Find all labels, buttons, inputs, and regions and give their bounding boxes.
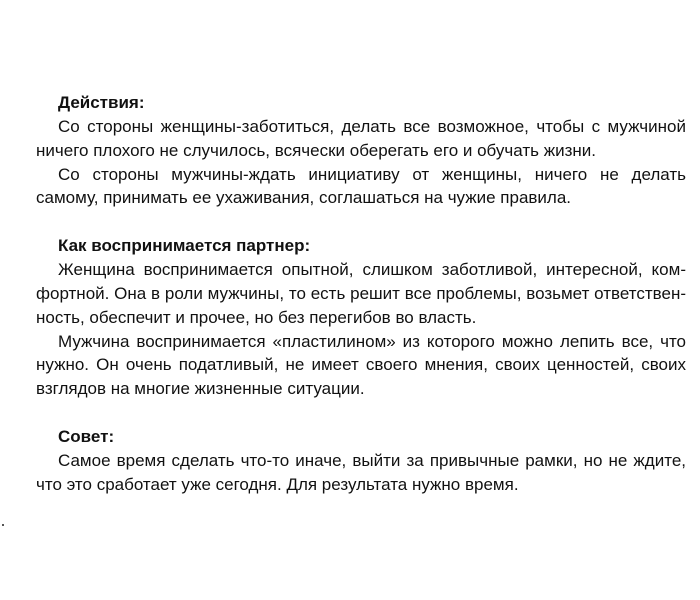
paragraph: Со стороны мужчины-ждать инициативу от женщины, ничего не делать самому, принимать ее ухаживания, соглашаться на чужие правила. bbox=[36, 164, 686, 208]
section-actions bbox=[36, 91, 686, 210]
document-page bbox=[36, 91, 686, 497]
section-heading: Действия: bbox=[58, 93, 145, 112]
paragraph: Со стороны женщины-заботиться, делать все возможное, чтобы с мужчиной ничего плохого не случилось, всячески оберегать его и обучать жизни. bbox=[36, 117, 686, 160]
scan-dot bbox=[2, 524, 4, 526]
paragraph: Мужчина воспринимается «пластилином» из которого можно лепить все, что нужно. Он очень податливый, не имеет своего мнения, своих ценностей, своих взглядов на многие жизненные ситуации. bbox=[36, 331, 686, 399]
section-heading: Совет: bbox=[58, 426, 115, 446]
paragraph: Самое время сделать что-то иначе, выйти за привычные рамки, но не ждите, что это сработает уже сегодня. Для результата нужно время. bbox=[36, 450, 686, 494]
section-heading: Как воспринимается партнер: bbox=[58, 236, 311, 256]
section-partner-perception bbox=[36, 234, 686, 401]
paragraph: Женщина воспринимается опытной, слишком заботливой, интересной, комфортной. Она в роли мужчины, то есть решит все проблемы, возьмет ответственность, обеспечит и прочее, но без перегибов во власть. bbox=[36, 260, 686, 327]
section-advice bbox=[36, 425, 686, 497]
